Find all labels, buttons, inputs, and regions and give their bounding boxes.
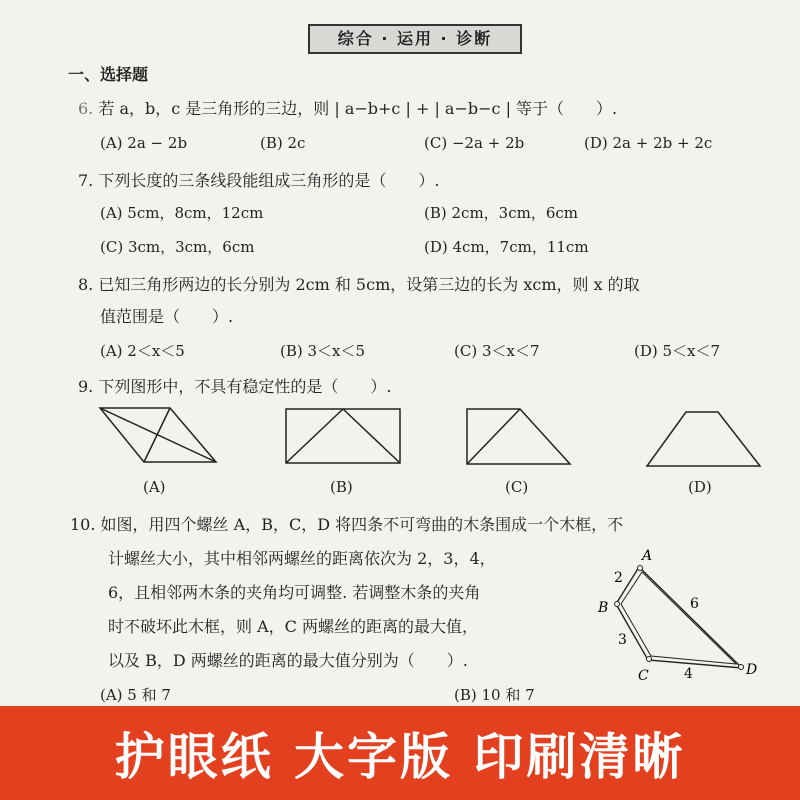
chapter-header [308,24,522,54]
section-title: 一、选择题 [68,65,149,84]
question-8-line-2: 值范围是（ ）. [100,307,234,326]
question-text: 若 a，b，c 是三角形的三边，则 | a−b+c | + | a−b−c | 等于（ ）. [98,99,618,118]
side-ad-label: 6 [690,596,699,612]
q10-option-a: (A) 5 和 7 [100,686,171,704]
question-10-line-3: 6，且相邻两木条的夹角均可调整. 若调整木条的夹角 [108,583,481,602]
question-8 [78,272,640,295]
point-c-label: C [638,668,649,684]
promo-banner [0,706,800,800]
q8-option-b: (B) 3＜x＜5 [280,342,366,360]
q7-option-d: (D) 4cm，7cm，11cm [424,238,589,256]
figure-d-trapezoid [646,410,766,470]
figure-a-parallelogram [98,406,228,466]
question-10-line-4: 时不破坏此木框，则 A，C 两螺丝的距离的最大值， [108,617,478,636]
question-10-line-2: 计螺丝大小，其中相邻两螺丝的距离依次为 2，3，4， [108,549,496,568]
q7-option-c: (C) 3cm，3cm，6cm [100,238,255,256]
q6-option-c: (C) −2a + 2b [424,134,525,152]
question-text: 下列长度的三条线段能组成三角形的是（ ）. [98,171,440,190]
q6-option-a: (A) 2a − 2b [100,134,188,152]
q7-option-a: (A) 5cm，8cm，12cm [100,204,264,222]
question-number: 8. [78,275,94,294]
question-10 [70,512,623,535]
q8-option-d: (D) 5＜x＜7 [634,342,721,360]
question-6 [78,96,617,119]
question-7 [78,168,439,191]
figure-c-label: (C) [505,478,529,496]
figure-a-label: (A) [143,478,166,496]
point-d-label: D [746,662,758,678]
figure-wooden-frame [598,546,778,686]
point-b-label: B [598,600,609,616]
figure-c-trapezoid [466,408,576,468]
chapter-header-title: 综合 · 运用 · 诊断 [337,29,493,48]
figure-d-label: (D) [688,478,712,496]
q6-option-d: (D) 2a + 2b + 2c [584,134,713,152]
figure-b-rectangle [285,408,405,468]
q8-option-a: (A) 2＜x＜5 [100,342,185,360]
question-number: 6. [78,99,94,118]
point-a-label: A [642,548,653,564]
promo-banner-text: 护眼纸 大字版 印刷清晰 [114,728,686,786]
q8-option-c: (C) 3＜x＜7 [454,342,540,360]
question-text-line-1: 已知三角形两边的长分别为 2cm 和 5cm，设第三边的长为 xcm，则 x 的取 [98,275,640,294]
q10-option-b: (B) 10 和 7 [454,686,535,704]
side-cd-label: 4 [684,666,693,682]
figure-b-label: (B) [330,478,353,496]
question-text-line-1: 如图，用四个螺丝 A，B，C，D 将四条不可弯曲的木条围成一个木框，不 [100,515,624,534]
question-number: 7. [78,171,94,190]
side-ab-label: 2 [614,570,623,586]
q6-option-b: (B) 2c [260,134,306,152]
question-text: 下列图形中，不具有稳定性的是（ ）. [98,377,392,396]
q7-option-b: (B) 2cm，3cm，6cm [424,204,578,222]
question-10-line-5: 以及 B，D 两螺丝的距离的最大值分别为（ ）. [108,651,468,670]
side-bc-label: 3 [618,632,627,648]
question-number: 10. [70,515,96,534]
question-number: 9. [78,377,94,396]
question-9 [78,374,391,397]
